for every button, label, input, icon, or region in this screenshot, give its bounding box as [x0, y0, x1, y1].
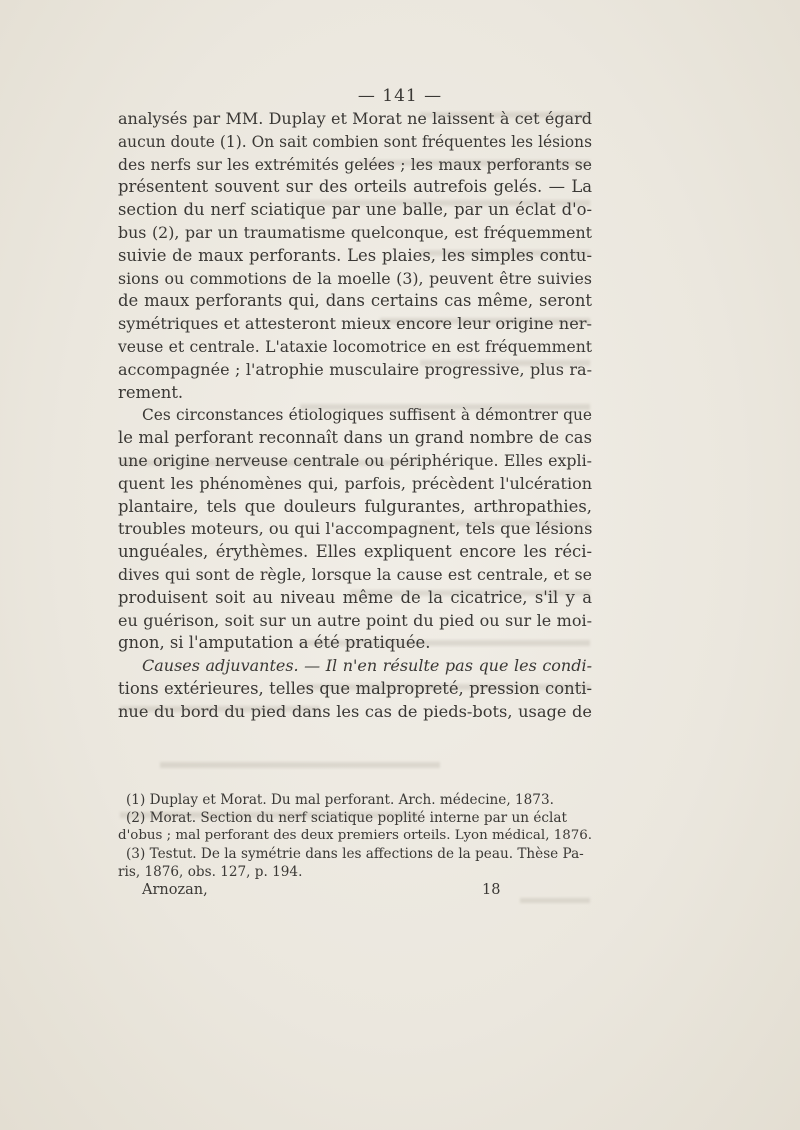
body-line: tions extérieures, telles que malpropreté, pression conti-	[118, 678, 592, 698]
body-line: eu guérison, soit sur un autre point du pied ou sur le moi-	[118, 610, 592, 630]
signature-sheet-number: 18	[482, 882, 501, 898]
body-line: analysés par MM. Duplay et Morat ne laissent à cet égard	[118, 109, 592, 128]
footnote-2: (2) Morat. Section du nerf sciatique poplité interne par un éclat	[126, 810, 567, 826]
body-line-section-start: Causes adjuvantes. — Il n'en résulte pas que les condi-	[142, 656, 592, 676]
body-line: nue du bord du pied dans les cas de pieds-bots, usage de	[118, 701, 592, 721]
footnotes	[118, 791, 592, 881]
body-line: Ces circonstances étiologiques suffisent à démontrer que	[142, 406, 592, 425]
body-line: aucun doute (1). On sait combien sont fréquentes les lésions	[118, 132, 592, 151]
body-line: troubles moteurs, ou qui l'accompagnent, tels que lésions	[118, 519, 593, 539]
body-line: gnon, si l'amputation a été pratiquée.	[118, 633, 431, 653]
body-line: de maux perforants qui, dans certains cas même, seront	[118, 291, 592, 311]
body-line: sions ou commotions de la moelle (3), peuvent être suivies	[118, 268, 592, 288]
body-line: plantaire, tels que douleurs fulgurantes, arthropathies,	[118, 496, 592, 516]
body-line: unguéales, érythèmes. Elles expliquent encore les réci-	[118, 542, 592, 562]
body-line: des nerfs sur les extrémités gelées ; les maux perforants se	[118, 155, 592, 174]
footnote-1: (1) Duplay et Morat. Du mal perforant. Arch. médecine, 1873.	[126, 792, 554, 808]
body-line: suivie de maux perforants. Les plaies, les simples contu-	[118, 245, 592, 265]
body-line: bus (2), par un traumatisme quelconque, est fréquemment	[118, 222, 592, 242]
body-line: section du nerf sciatique par une balle, par un éclat d'o-	[118, 200, 592, 220]
body-line: produisent soit au niveau même de la cicatrice, s'il y a	[118, 587, 592, 607]
body-line: le mal perforant reconnaît dans un grand nombre de cas	[118, 428, 592, 448]
body-line: symétriques et attesteront mieux encore leur origine ner-	[118, 314, 592, 334]
body-line: rement.	[118, 382, 184, 402]
body-line: accompagnée ; l'atrophie musculaire progressive, plus ra-	[118, 359, 592, 379]
footnote-2-continued: d'obus ; mal perforant des deux premiers orteils. Lyon médical, 1876.	[118, 828, 593, 843]
body-text	[118, 108, 592, 724]
footnote-3-continued: ris, 1876, obs. 127, p. 194.	[118, 864, 303, 880]
page-number: — 141 —	[357, 86, 443, 106]
footnote-3: (3) Testut. De la symétrie dans les affections de la peau. Thèse Pa-	[126, 846, 584, 862]
signature-author: Arnozan,	[142, 882, 208, 898]
body-line: veuse et centrale. L'ataxie locomotrice en est fréquemment	[118, 337, 592, 356]
body-line: quent les phénomènes qui, parfois, précèdent l'ulcération	[118, 473, 592, 493]
body-line: dives qui sont de règle, lorsque la cause est centrale, et se	[118, 564, 592, 584]
body-line: une origine nerveuse centrale ou périphérique. Elles expli-	[118, 450, 592, 470]
body-line: présentent souvent sur des orteils autrefois gelés. — La	[118, 177, 592, 197]
